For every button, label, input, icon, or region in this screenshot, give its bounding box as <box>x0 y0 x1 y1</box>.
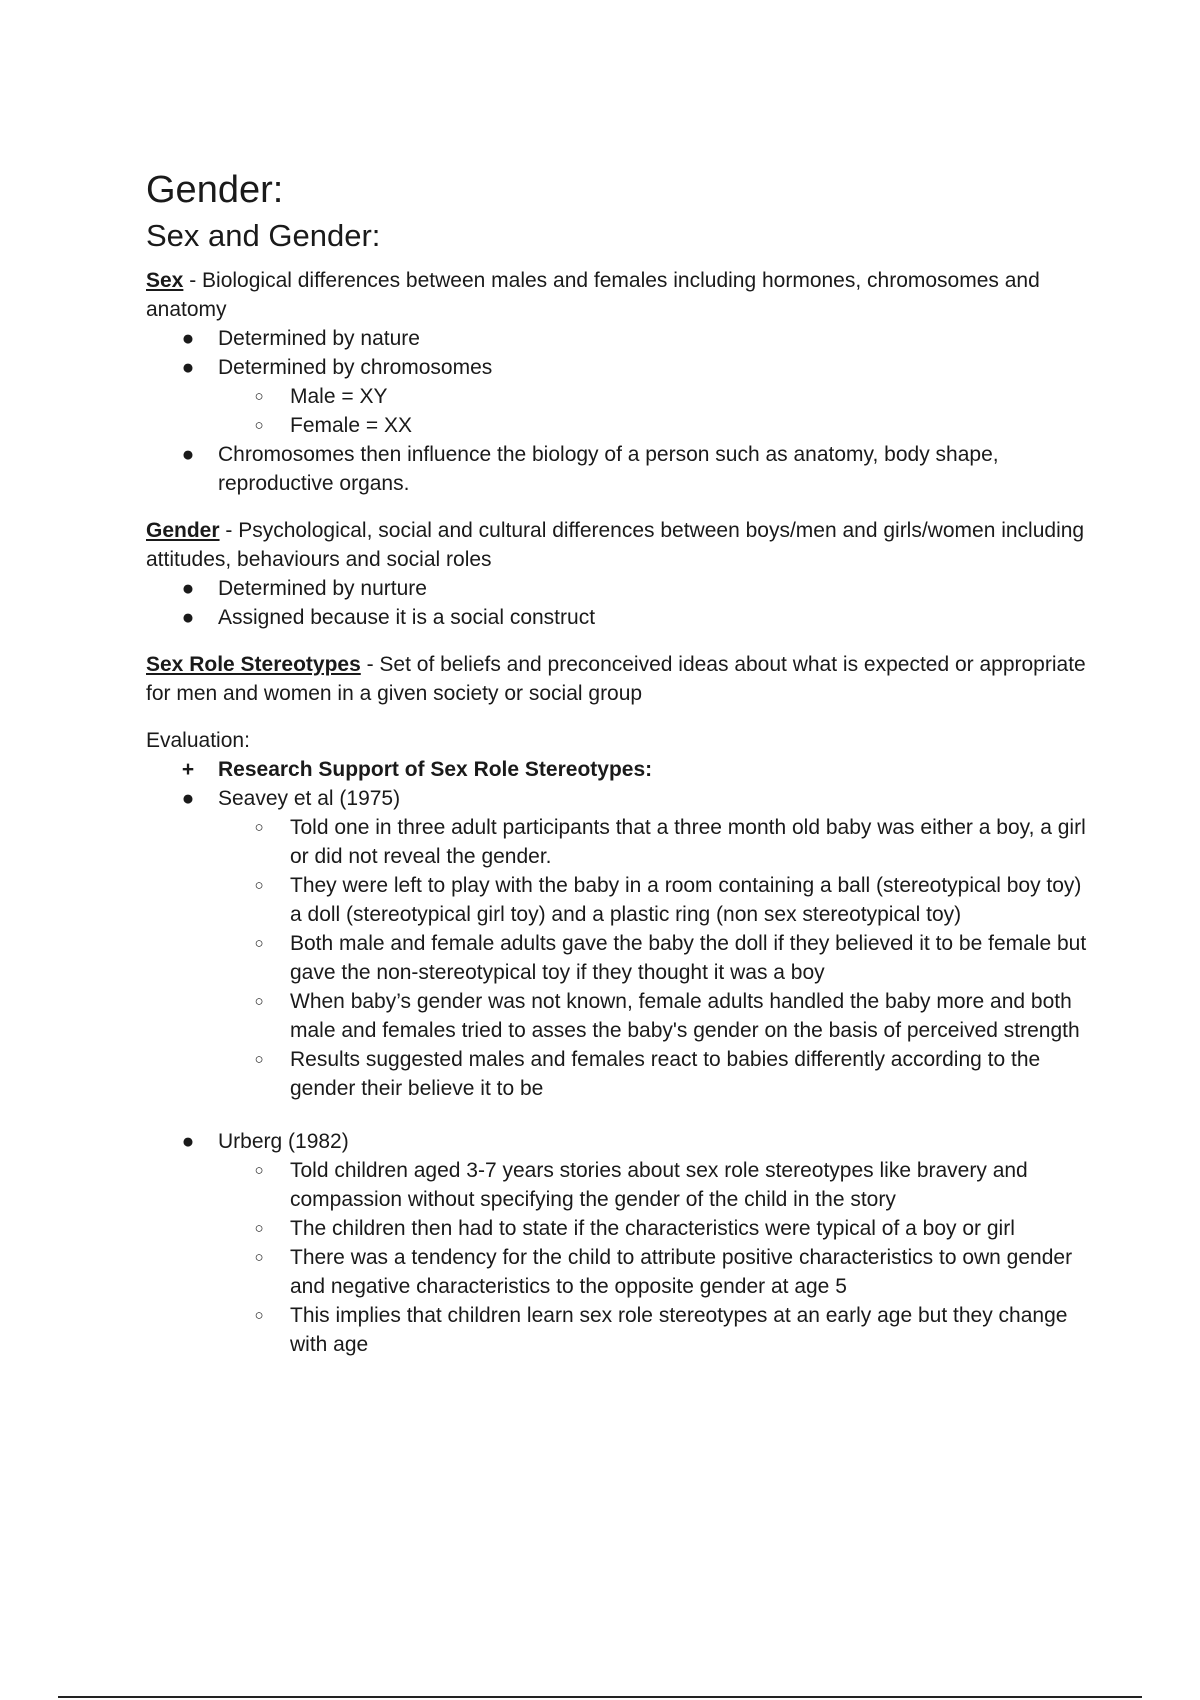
gender-term: Gender <box>146 519 220 542</box>
study-title: Urberg (1982) <box>218 1130 349 1153</box>
list-item <box>146 755 1096 784</box>
sex-definition <box>146 266 1096 324</box>
bullet-icon: ● <box>181 577 195 600</box>
list-item: ○ When baby’s gender was not known, female adults handled the baby more and both male and females tried to asses the baby's gender on the basis of perceived strength <box>146 987 1096 1045</box>
list-item: ○ Male = XY <box>146 382 1096 411</box>
hollow-bullet-icon: ○ <box>254 417 264 434</box>
urberg-sublist <box>146 1156 1096 1359</box>
list-item: ● Determined by nurture <box>146 574 1096 603</box>
list-item: ● Determined by nature <box>146 324 1096 353</box>
bullet-icon: ● <box>181 606 195 629</box>
hollow-bullet-icon: ○ <box>254 388 264 405</box>
bullet-icon: ● <box>181 327 195 350</box>
bullet-icon: ● <box>181 356 195 379</box>
bullet-icon: ● <box>181 1130 195 1153</box>
bullet-icon: ● <box>181 787 195 810</box>
gender-bullets <box>146 574 1096 632</box>
list-item: ● Chromosomes then influence the biology of a person such as anatomy, body shape, reproductive organs. <box>146 440 1096 498</box>
evaluation-section <box>146 726 1096 1359</box>
plus-icon: + <box>181 758 195 781</box>
section-heading: Sex and Gender: <box>146 218 381 253</box>
list-item: ○ The children then had to state if the characteristics were typical of a boy or girl <box>146 1214 1096 1243</box>
hollow-bullet-icon: ○ <box>254 1051 264 1068</box>
footer-divider <box>58 1696 1142 1698</box>
list-item <box>146 784 1096 813</box>
hollow-bullet-icon: ○ <box>254 819 264 836</box>
hollow-bullet-icon: ○ <box>254 1307 264 1324</box>
list-item: ● Assigned because it is a social construct <box>146 603 1096 632</box>
gender-section <box>146 516 1096 632</box>
stereotypes-section <box>146 650 1096 708</box>
list-item: ○ This implies that children learn sex role stereotypes at an early age but they change with age <box>146 1301 1096 1359</box>
hollow-bullet-icon: ○ <box>254 1220 264 1237</box>
stereotypes-term: Sex Role Stereotypes <box>146 653 361 676</box>
hollow-bullet-icon: ○ <box>254 993 264 1010</box>
gender-definition-text: - Psychological, social and cultural differences between boys/men and girls/women including attitudes, behaviours and social roles <box>146 519 1085 571</box>
list-item: ○ There was a tendency for the child to attribute positive characteristics to own gender and negative characteristics to the opposite gender at age 5 <box>146 1243 1096 1301</box>
list-item: ○ They were left to play with the baby in a room containing a ball (stereotypical boy toy) a doll (stereotypical girl toy) and a plastic ring (non sex stereotypical toy) <box>146 871 1096 929</box>
sex-bullets <box>146 324 1096 382</box>
seavey-sublist <box>146 813 1096 1103</box>
hollow-bullet-icon: ○ <box>254 1162 264 1179</box>
sex-definition-text: - Biological differences between males and females including hormones, chromosomes and anatomy <box>146 269 1040 321</box>
chromosome-sublist <box>146 382 1096 440</box>
list-item: ○ Both male and female adults gave the baby the doll if they believed it to be female but gave the non-stereotypical toy if they thought it was a boy <box>146 929 1096 987</box>
evaluation-label: Evaluation: <box>146 729 250 752</box>
hollow-bullet-icon: ○ <box>254 877 264 894</box>
gender-definition <box>146 516 1096 574</box>
list-item: ● Determined by chromosomes <box>146 353 1096 382</box>
hollow-bullet-icon: ○ <box>254 935 264 952</box>
study-title: Seavey et al (1975) <box>218 787 401 810</box>
list-item: ○ Told one in three adult participants that a three month old baby was either a boy, a girl or did not reveal the gender. <box>146 813 1096 871</box>
sex-term: Sex <box>146 269 184 292</box>
list-item: ○ Female = XX <box>146 411 1096 440</box>
stereotypes-definition-text: - Set of beliefs and preconceived ideas about what is expected or appropriate for men and women in a given society or social group <box>146 653 1086 705</box>
stereotypes-definition <box>146 650 1096 708</box>
evaluation-heading: Research Support of Sex Role Stereotypes: <box>218 758 653 781</box>
list-item <box>146 1127 1096 1156</box>
page-title: Gender: <box>146 169 284 211</box>
sex-section <box>146 266 1096 498</box>
document-page <box>146 168 1096 1359</box>
list-item: ○ Results suggested males and females react to babies differently according to the gender their believe it to be <box>146 1045 1096 1103</box>
list-item: ○ Told children aged 3-7 years stories about sex role stereotypes like bravery and compassion without specifying the gender of the child in the story <box>146 1156 1096 1214</box>
bullet-icon: ● <box>181 443 195 466</box>
hollow-bullet-icon: ○ <box>254 1249 264 1266</box>
